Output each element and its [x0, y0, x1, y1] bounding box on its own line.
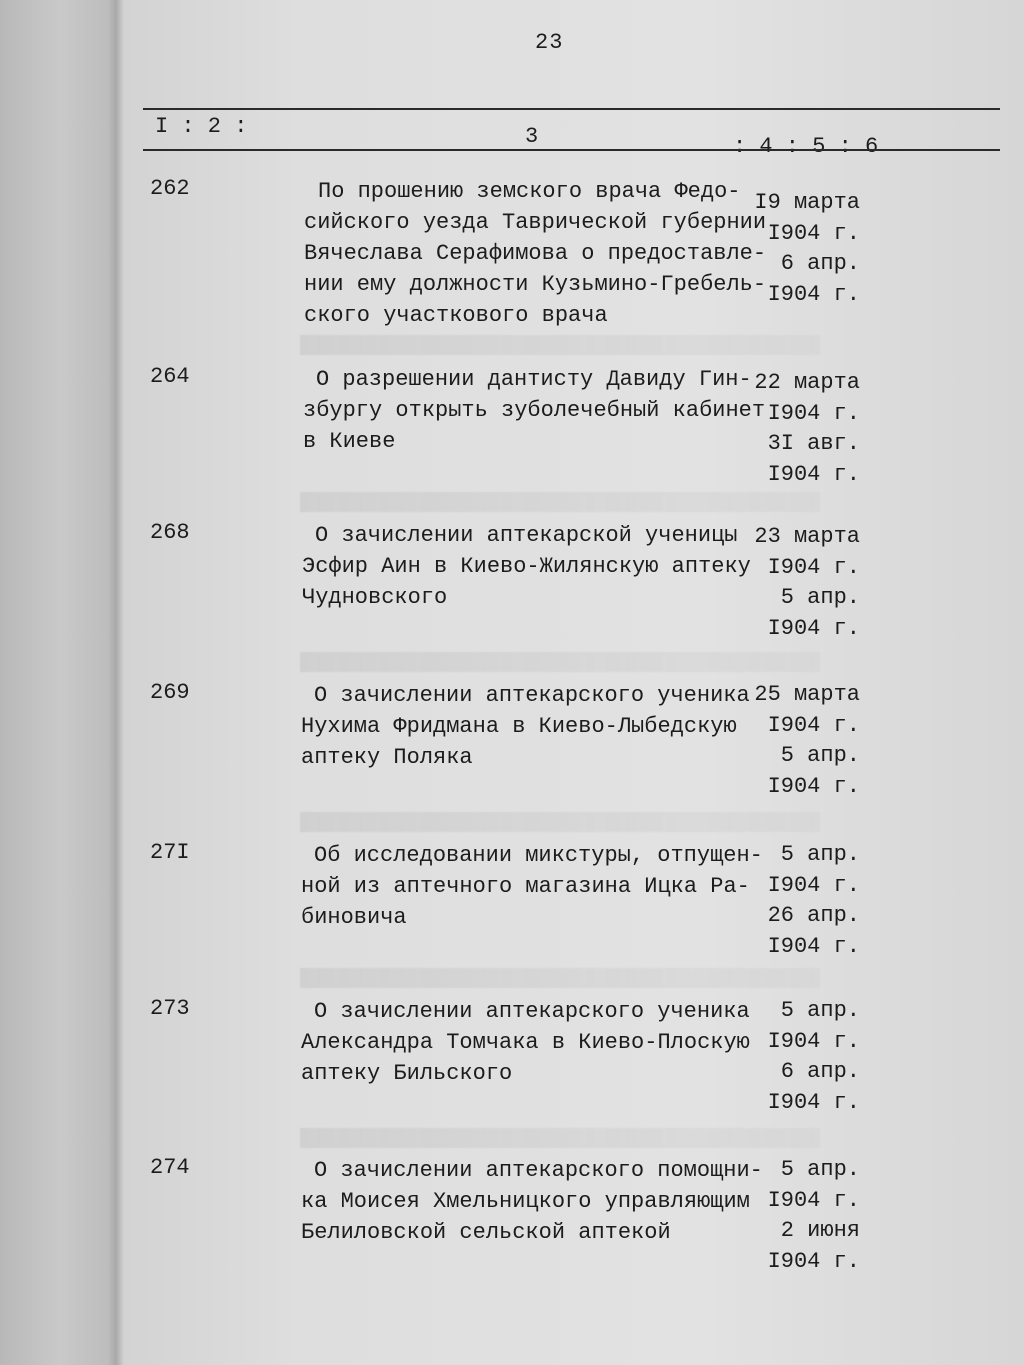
- date-line: 22 марта: [754, 370, 860, 395]
- bleed-through-mark: [300, 968, 820, 988]
- description-line: О зачислении аптекарского ученика: [314, 999, 750, 1024]
- date-line: I904 г.: [767, 615, 860, 641]
- entry-description: [304, 176, 768, 331]
- date-line: 5 апр.: [780, 585, 860, 610]
- column-headers-right: : 4 : 5 : 6: [733, 134, 879, 159]
- date-line: I904 г.: [767, 461, 860, 487]
- description-line: аптеку Бильского: [301, 1061, 513, 1086]
- date-line: 5 апр.: [780, 743, 860, 768]
- description-line: Александра Томчака в Киево-Плоскую: [301, 1030, 750, 1055]
- entry-description: [301, 996, 764, 1089]
- date-line: 23 марта: [754, 524, 860, 549]
- entry-number: 268: [150, 520, 190, 545]
- date-line: I904 г.: [767, 1028, 860, 1054]
- description-line: збургу открыть зуболечебный кабинет: [303, 398, 766, 423]
- entry-dates: [745, 522, 860, 644]
- entry-dates: [745, 840, 860, 962]
- description-line: О зачислении аптекарского ученика: [314, 683, 750, 708]
- date-line: 6 апр.: [780, 251, 860, 276]
- entry-description: [301, 840, 764, 933]
- date-line: 26 апр.: [767, 903, 860, 928]
- column-header-3: 3: [525, 124, 539, 149]
- date-line: I904 г.: [767, 220, 860, 246]
- description-line: ского участкового врача: [304, 303, 608, 328]
- entry-number: 27I: [150, 840, 190, 865]
- description-line: сийского уезда Таврической губернии: [304, 210, 767, 235]
- date-line: 5 апр.: [780, 1157, 860, 1182]
- entry-number: 262: [150, 176, 190, 201]
- bleed-through-mark: [300, 335, 820, 355]
- entry-description: [301, 680, 764, 773]
- description-line: аптеку Поляка: [301, 745, 473, 770]
- date-line: I904 г.: [767, 1248, 860, 1274]
- description-line: биновича: [301, 905, 407, 930]
- entry-dates: [745, 1155, 860, 1277]
- description-line: О зачислении аптекарского помощни-: [314, 1158, 763, 1183]
- column-headers-left: I : 2 :: [155, 114, 248, 139]
- entry-number: 273: [150, 996, 190, 1021]
- description-line: Вячеслава Серафимова о предоставле-: [304, 241, 767, 266]
- description-line: Об исследовании микстуры, отпущен-: [314, 843, 763, 868]
- date-line: 5 апр.: [780, 842, 860, 867]
- entry-dates: [745, 996, 860, 1118]
- description-line: Белиловской сельской аптекой: [301, 1220, 671, 1245]
- description-line: Эсфир Аин в Киево-Жилянскую аптеку: [302, 554, 751, 579]
- entry-description: [302, 520, 765, 613]
- header-rule-top: [143, 108, 1000, 110]
- description-line: нии ему должности Кузьмино-Гребель-: [304, 272, 767, 297]
- bleed-through-mark: [300, 652, 820, 672]
- entry-description: [303, 364, 766, 457]
- description-line: О зачислении аптекарской ученицы: [315, 523, 738, 548]
- date-line: I9 марта: [754, 190, 860, 215]
- date-line: I904 г.: [767, 554, 860, 580]
- bleed-through-mark: [300, 492, 820, 512]
- date-line: I904 г.: [767, 933, 860, 959]
- date-line: I904 г.: [767, 712, 860, 738]
- description-line: Чудновского: [302, 585, 448, 610]
- description-line: ка Моисея Хмельницкого управляющим: [301, 1189, 750, 1214]
- description-line: в Киеве: [303, 429, 396, 454]
- description-line: Нухима Фридмана в Киево-Лыбедскую: [301, 714, 737, 739]
- entry-number: 269: [150, 680, 190, 705]
- description-line: ной из аптечного магазина Ицка Ра-: [301, 874, 750, 899]
- entry-description: [301, 1155, 764, 1248]
- date-line: 2 июня: [780, 1218, 860, 1243]
- date-line: 6 апр.: [780, 1059, 860, 1084]
- date-line: 3I авг.: [767, 431, 860, 456]
- date-line: I904 г.: [767, 1187, 860, 1213]
- date-line: I904 г.: [767, 281, 860, 307]
- header-rule-bottom: [143, 149, 1000, 151]
- entry-number: 264: [150, 364, 190, 389]
- date-line: I904 г.: [767, 872, 860, 898]
- page-number: 23: [535, 30, 564, 55]
- description-line: О разрешении дантисту Давиду Гин-: [316, 367, 752, 392]
- bleed-through-mark: [300, 1128, 820, 1148]
- entry-dates: [745, 680, 860, 802]
- description-line: По прошению земского врача Федо-: [318, 179, 741, 204]
- adjacent-page-edge: [0, 86, 110, 1365]
- bleed-through-mark: [300, 812, 820, 832]
- date-line: I904 г.: [767, 400, 860, 426]
- entry-number: 274: [150, 1155, 190, 1180]
- date-line: 25 марта: [754, 682, 860, 707]
- date-line: I904 г.: [767, 1089, 860, 1115]
- date-line: 5 апр.: [780, 998, 860, 1023]
- date-line: I904 г.: [767, 773, 860, 799]
- entry-dates: [745, 188, 860, 310]
- entry-dates: [745, 368, 860, 490]
